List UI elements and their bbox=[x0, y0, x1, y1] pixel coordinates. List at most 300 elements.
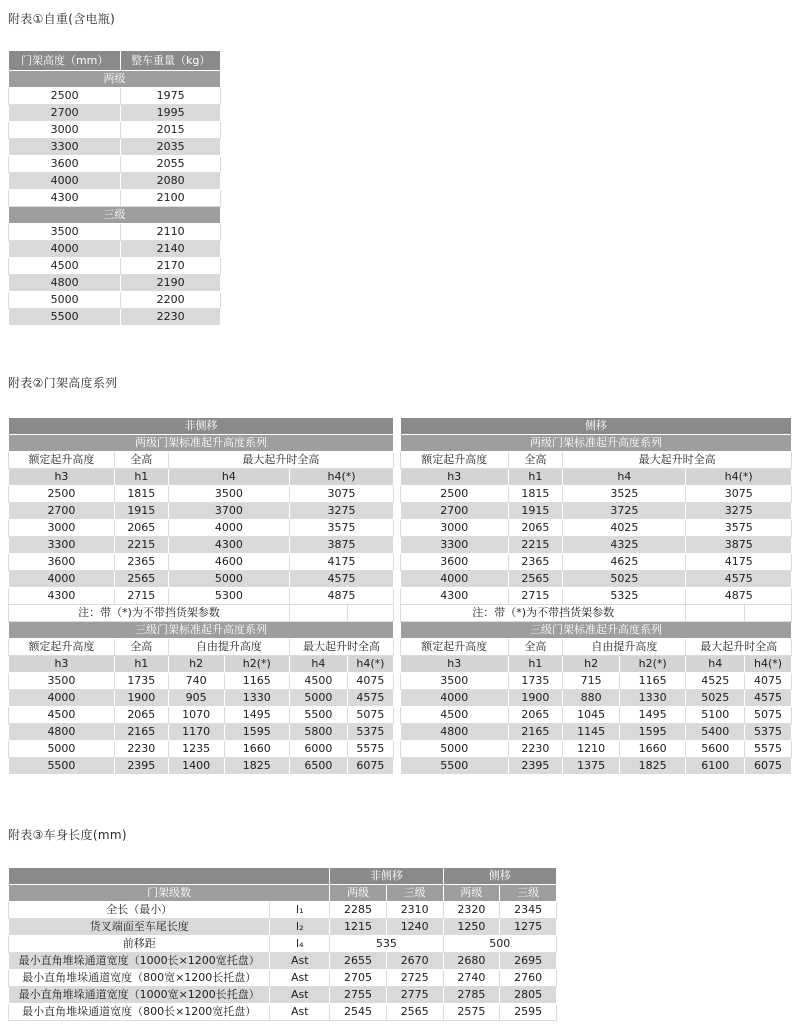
cell: 4800 bbox=[401, 724, 509, 741]
cell: 2785 bbox=[443, 987, 500, 1004]
stage-label: 三级 bbox=[386, 885, 443, 902]
group-label-sideshift: 侧移 bbox=[401, 418, 792, 435]
cell: 5500 bbox=[290, 707, 348, 724]
table-row bbox=[9, 571, 394, 588]
column-header-mast-height: 门架高度（mm） bbox=[9, 51, 121, 71]
note-text: 注：带（*)为不带挡货架参数 bbox=[401, 605, 686, 622]
table-header-row bbox=[9, 51, 221, 71]
group-label-non-sideshift: 非侧移 bbox=[9, 418, 394, 435]
cell: 1165 bbox=[619, 673, 685, 690]
cell: 2395 bbox=[508, 758, 563, 775]
cell: 4300 bbox=[9, 588, 115, 605]
cell: 4000 bbox=[168, 520, 289, 537]
table-row bbox=[401, 741, 792, 758]
cell: 500 bbox=[443, 936, 556, 953]
table-row bbox=[401, 588, 792, 605]
cell: 2565 bbox=[508, 571, 563, 588]
col-group-rated-lift: 额定起升高度 bbox=[9, 639, 115, 656]
col-group-overall-height: 全高 bbox=[114, 452, 168, 469]
stage-label: 三级 bbox=[500, 885, 557, 902]
table-row bbox=[9, 724, 394, 741]
note-text: 注：带（*)为不带挡货架参数 bbox=[9, 605, 290, 622]
cell: 1235 bbox=[168, 741, 224, 758]
table-row bbox=[9, 673, 394, 690]
col-group-rated-lift: 额定起升高度 bbox=[401, 639, 509, 656]
cell: 2345 bbox=[500, 902, 557, 919]
table-row bbox=[401, 673, 792, 690]
series-label-three-stage: 三级门架标准起升高度系列 bbox=[9, 622, 394, 639]
cell: 2395 bbox=[114, 758, 168, 775]
cell: 2700 bbox=[9, 105, 121, 122]
cell: 1660 bbox=[619, 741, 685, 758]
col-group-max-lift-overall: 最大起升时全高 bbox=[290, 639, 394, 656]
mast-stage-label: 门架级数 bbox=[9, 885, 330, 902]
col-h2-star: h2(*) bbox=[619, 656, 685, 673]
cell: 1495 bbox=[224, 707, 289, 724]
cell: 1815 bbox=[114, 486, 168, 503]
table-row bbox=[9, 953, 557, 970]
series-label-three-stage: 三级门架标准起升高度系列 bbox=[401, 622, 792, 639]
cell: 3875 bbox=[290, 537, 394, 554]
cell: l₂ bbox=[270, 919, 330, 936]
cell: 5400 bbox=[686, 724, 745, 741]
cell: 最小直角堆垛通道宽度（1000长×1200宽托盘） bbox=[9, 953, 270, 970]
column-group-row bbox=[401, 639, 792, 656]
col-group-free-lift: 自由提升高度 bbox=[563, 639, 686, 656]
cell: 2565 bbox=[114, 571, 168, 588]
table3-title: 附表③车身长度(mm) bbox=[8, 828, 127, 842]
table-row bbox=[401, 571, 792, 588]
cell: 2705 bbox=[330, 970, 387, 987]
cell: 2065 bbox=[114, 707, 168, 724]
series-label-two-stage: 两级门架标准起升高度系列 bbox=[401, 435, 792, 452]
cell: 2140 bbox=[121, 241, 221, 258]
cell: 4575 bbox=[745, 690, 792, 707]
self-weight-table bbox=[8, 50, 221, 326]
cell: 2740 bbox=[443, 970, 500, 987]
cell: 3575 bbox=[686, 520, 792, 537]
cell: Ast bbox=[270, 987, 330, 1004]
cell: 5375 bbox=[745, 724, 792, 741]
cell: 1495 bbox=[619, 707, 685, 724]
group-label-sideshift: 侧移 bbox=[443, 868, 556, 885]
col-h2-star: h2(*) bbox=[224, 656, 289, 673]
table-row bbox=[9, 173, 221, 190]
cell: 6100 bbox=[686, 758, 745, 775]
table-row bbox=[9, 156, 221, 173]
cell: 5075 bbox=[745, 707, 792, 724]
cell: 5000 bbox=[401, 741, 509, 758]
cell: 2170 bbox=[121, 258, 221, 275]
cell: 3300 bbox=[9, 139, 121, 156]
cell: 2545 bbox=[330, 1004, 387, 1021]
table-row bbox=[9, 88, 221, 105]
cell: 4575 bbox=[686, 571, 792, 588]
cell: 4000 bbox=[401, 571, 509, 588]
stage-header-row bbox=[9, 885, 557, 902]
series-header-row bbox=[401, 622, 792, 639]
cell: 2285 bbox=[330, 902, 387, 919]
cell: 2500 bbox=[9, 88, 121, 105]
two-stage-rows bbox=[9, 88, 221, 207]
table-row bbox=[9, 105, 221, 122]
cell: 1595 bbox=[619, 724, 685, 741]
cell: 2215 bbox=[114, 537, 168, 554]
cell: 2310 bbox=[386, 902, 443, 919]
table-row bbox=[9, 122, 221, 139]
table-row bbox=[9, 486, 394, 503]
col-group-max-lift-overall: 最大起升时全高 bbox=[686, 639, 792, 656]
table-row bbox=[9, 258, 221, 275]
col-h4: h4 bbox=[563, 469, 686, 486]
cell: 1995 bbox=[121, 105, 221, 122]
empty-header-cell bbox=[9, 868, 330, 885]
cell: 4575 bbox=[290, 571, 394, 588]
cell: 2100 bbox=[121, 190, 221, 207]
cell: 3075 bbox=[290, 486, 394, 503]
cell: 4025 bbox=[563, 520, 686, 537]
cell: 1660 bbox=[224, 741, 289, 758]
cell: 4000 bbox=[9, 241, 121, 258]
cell: 4500 bbox=[9, 258, 121, 275]
cell: 4500 bbox=[401, 707, 509, 724]
series-header-row bbox=[401, 435, 792, 452]
cell: 5025 bbox=[563, 571, 686, 588]
column-group-row bbox=[9, 452, 394, 469]
col-h1: h1 bbox=[508, 656, 563, 673]
cell: 4800 bbox=[9, 724, 115, 741]
cell: 2215 bbox=[508, 537, 563, 554]
cell: 2080 bbox=[121, 173, 221, 190]
cell: 4500 bbox=[9, 707, 115, 724]
table-row bbox=[9, 1004, 557, 1021]
col-h4-star: h4(*) bbox=[686, 469, 792, 486]
cell: 2230 bbox=[121, 309, 221, 326]
col-h4: h4 bbox=[168, 469, 289, 486]
cell: 1330 bbox=[224, 690, 289, 707]
cell: 3725 bbox=[563, 503, 686, 520]
cell: 905 bbox=[168, 690, 224, 707]
cell: 1330 bbox=[619, 690, 685, 707]
cell: 5500 bbox=[9, 309, 121, 326]
cell: 1375 bbox=[563, 758, 620, 775]
cell: 2760 bbox=[500, 970, 557, 987]
cell: 1735 bbox=[114, 673, 168, 690]
cell: 3275 bbox=[686, 503, 792, 520]
cell: 2700 bbox=[401, 503, 509, 520]
col-h4: h4 bbox=[686, 656, 745, 673]
table-row bbox=[9, 139, 221, 156]
cell: 1275 bbox=[500, 919, 557, 936]
table-row bbox=[9, 275, 221, 292]
three-stage-rows bbox=[9, 224, 221, 326]
cell: 4075 bbox=[347, 673, 393, 690]
col-h1: h1 bbox=[114, 469, 168, 486]
cell: 5575 bbox=[745, 741, 792, 758]
column-symbol-row bbox=[401, 656, 792, 673]
empty-cell bbox=[686, 605, 745, 622]
cell: 3500 bbox=[401, 673, 509, 690]
empty-cell bbox=[290, 605, 348, 622]
cell: 2055 bbox=[121, 156, 221, 173]
cell: 5075 bbox=[347, 707, 393, 724]
cell: 最小直角堆垛通道宽度（800宽×1200长托盘） bbox=[9, 970, 270, 987]
table-row bbox=[9, 309, 221, 326]
col-h2: h2 bbox=[563, 656, 620, 673]
cell: 2190 bbox=[121, 275, 221, 292]
cell: 2365 bbox=[508, 554, 563, 571]
cell: 2755 bbox=[330, 987, 387, 1004]
table-row bbox=[9, 190, 221, 207]
table2-title: 附表②门架高度系列 bbox=[8, 376, 118, 390]
cell: 5025 bbox=[686, 690, 745, 707]
cell: 3600 bbox=[9, 156, 121, 173]
table-row bbox=[9, 758, 394, 775]
table-row bbox=[401, 758, 792, 775]
table-row bbox=[401, 520, 792, 537]
cell: 2200 bbox=[121, 292, 221, 309]
col-h4-star: h4(*) bbox=[347, 656, 393, 673]
cell: 1975 bbox=[121, 88, 221, 105]
cell: 2655 bbox=[330, 953, 387, 970]
cell: 5100 bbox=[686, 707, 745, 724]
cell: 2670 bbox=[386, 953, 443, 970]
table-row bbox=[9, 987, 557, 1004]
table-row bbox=[9, 690, 394, 707]
cell: 2065 bbox=[508, 707, 563, 724]
cell: 4000 bbox=[9, 571, 115, 588]
table-row bbox=[9, 224, 221, 241]
cell: 3600 bbox=[9, 554, 115, 571]
cell: 1070 bbox=[168, 707, 224, 724]
empty-cell bbox=[745, 605, 792, 622]
group-header-row bbox=[9, 868, 557, 885]
mast-height-table-non-sideshift bbox=[8, 417, 394, 775]
cell: 1735 bbox=[508, 673, 563, 690]
note-row bbox=[9, 605, 394, 622]
cell: 4575 bbox=[347, 690, 393, 707]
cell: 1145 bbox=[563, 724, 620, 741]
table-row bbox=[401, 690, 792, 707]
cell: 1400 bbox=[168, 758, 224, 775]
col-group-rated-lift: 额定起升高度 bbox=[401, 452, 509, 469]
cell: 6500 bbox=[290, 758, 348, 775]
cell: 1045 bbox=[563, 707, 620, 724]
cell: 4000 bbox=[9, 173, 121, 190]
cell: 5500 bbox=[9, 758, 115, 775]
cell: 1170 bbox=[168, 724, 224, 741]
cell: 4525 bbox=[686, 673, 745, 690]
table-row bbox=[9, 503, 394, 520]
cell: 最小直角堆垛通道宽度（1000宽×1200长托盘） bbox=[9, 987, 270, 1004]
table-row bbox=[9, 902, 557, 919]
cell: 前移距 bbox=[9, 936, 270, 953]
cell: Ast bbox=[270, 1004, 330, 1021]
group-header-row bbox=[401, 418, 792, 435]
cell: 1900 bbox=[508, 690, 563, 707]
cell: 2715 bbox=[508, 588, 563, 605]
cell: 3525 bbox=[563, 486, 686, 503]
cell: 2230 bbox=[508, 741, 563, 758]
col-h4-star: h4(*) bbox=[745, 656, 792, 673]
cell: 1900 bbox=[114, 690, 168, 707]
cell: 5000 bbox=[9, 741, 115, 758]
cell: 5000 bbox=[9, 292, 121, 309]
col-h2: h2 bbox=[168, 656, 224, 673]
section-label: 两级 bbox=[9, 71, 221, 88]
col-group-max-lift-overall: 最大起升时全高 bbox=[563, 452, 792, 469]
cell: 3275 bbox=[290, 503, 394, 520]
table-row bbox=[9, 588, 394, 605]
table-row bbox=[9, 919, 557, 936]
cell: 5600 bbox=[686, 741, 745, 758]
cell: 4875 bbox=[290, 588, 394, 605]
table-row bbox=[9, 970, 557, 987]
cell: 2365 bbox=[114, 554, 168, 571]
cell: 3500 bbox=[9, 673, 115, 690]
cell: 1210 bbox=[563, 741, 620, 758]
cell: 2575 bbox=[443, 1004, 500, 1021]
cell: 5575 bbox=[347, 741, 393, 758]
table-row bbox=[9, 936, 557, 953]
cell: 2725 bbox=[386, 970, 443, 987]
table-row bbox=[9, 707, 394, 724]
two-stage-data bbox=[401, 486, 792, 605]
mast-height-table-sideshift bbox=[400, 417, 792, 775]
series-header-row bbox=[9, 622, 394, 639]
cell: 1815 bbox=[508, 486, 563, 503]
col-group-max-lift-overall: 最大起升时全高 bbox=[168, 452, 393, 469]
cell: 2595 bbox=[500, 1004, 557, 1021]
series-header-row bbox=[9, 435, 394, 452]
section-label: 三级 bbox=[9, 207, 221, 224]
cell: 最小直角堆垛通道宽度（800长×1200宽托盘） bbox=[9, 1004, 270, 1021]
cell: l₄ bbox=[270, 936, 330, 953]
cell: 4325 bbox=[563, 537, 686, 554]
cell: 4000 bbox=[401, 690, 509, 707]
stage-label: 两级 bbox=[443, 885, 500, 902]
cell: 3500 bbox=[9, 224, 121, 241]
cell: 1825 bbox=[619, 758, 685, 775]
stage-label: 两级 bbox=[330, 885, 387, 902]
col-group-rated-lift: 额定起升高度 bbox=[9, 452, 115, 469]
col-group-overall-height: 全高 bbox=[508, 639, 563, 656]
cell: 2320 bbox=[443, 902, 500, 919]
col-h3: h3 bbox=[9, 656, 115, 673]
cell: 6075 bbox=[745, 758, 792, 775]
col-group-overall-height: 全高 bbox=[114, 639, 168, 656]
col-h1: h1 bbox=[114, 656, 168, 673]
cell: 4175 bbox=[686, 554, 792, 571]
cell: 4800 bbox=[9, 275, 121, 292]
column-symbol-row bbox=[9, 656, 394, 673]
cell: 740 bbox=[168, 673, 224, 690]
table-row bbox=[401, 503, 792, 520]
cell: 5000 bbox=[168, 571, 289, 588]
table-row bbox=[401, 554, 792, 571]
cell: 3500 bbox=[168, 486, 289, 503]
cell: 2015 bbox=[121, 122, 221, 139]
cell: 535 bbox=[330, 936, 443, 953]
col-h3: h3 bbox=[9, 469, 115, 486]
cell: 2165 bbox=[114, 724, 168, 741]
cell: 2715 bbox=[114, 588, 168, 605]
two-stage-data bbox=[9, 486, 394, 605]
cell: 6075 bbox=[347, 758, 393, 775]
cell: 4000 bbox=[9, 690, 115, 707]
cell: 2695 bbox=[500, 953, 557, 970]
cell: 4175 bbox=[290, 554, 394, 571]
cell: 2065 bbox=[114, 520, 168, 537]
cell: 5800 bbox=[290, 724, 348, 741]
table-row bbox=[9, 741, 394, 758]
column-symbol-row bbox=[401, 469, 792, 486]
table-row bbox=[401, 707, 792, 724]
cell: 2565 bbox=[386, 1004, 443, 1021]
column-group-row bbox=[9, 639, 394, 656]
body-length-table bbox=[8, 867, 557, 1021]
cell: 5375 bbox=[347, 724, 393, 741]
cell: 880 bbox=[563, 690, 620, 707]
reach-row bbox=[9, 936, 557, 953]
cell: Ast bbox=[270, 953, 330, 970]
cell: 1240 bbox=[386, 919, 443, 936]
cell: 4075 bbox=[745, 673, 792, 690]
column-group-row bbox=[401, 452, 792, 469]
table-row bbox=[9, 241, 221, 258]
col-group-overall-height: 全高 bbox=[508, 452, 563, 469]
table-row bbox=[9, 554, 394, 571]
cell: 3075 bbox=[686, 486, 792, 503]
cell: 4600 bbox=[168, 554, 289, 571]
cell: 4500 bbox=[290, 673, 348, 690]
cell: 4875 bbox=[686, 588, 792, 605]
table-row bbox=[9, 292, 221, 309]
section-header-three-stage bbox=[9, 207, 221, 224]
cell: 2035 bbox=[121, 139, 221, 156]
table-row bbox=[401, 724, 792, 741]
cell: 2165 bbox=[508, 724, 563, 741]
cell: 全长（最小） bbox=[9, 902, 270, 919]
table-row bbox=[9, 537, 394, 554]
cell: 3875 bbox=[686, 537, 792, 554]
cell: l₁ bbox=[270, 902, 330, 919]
cell: Ast bbox=[270, 970, 330, 987]
cell: 货叉端面至车尾长度 bbox=[9, 919, 270, 936]
cell: 1215 bbox=[330, 919, 387, 936]
cell: 2065 bbox=[508, 520, 563, 537]
cell: 1915 bbox=[508, 503, 563, 520]
cell: 5325 bbox=[563, 588, 686, 605]
cell: 4300 bbox=[168, 537, 289, 554]
col-h1: h1 bbox=[508, 469, 563, 486]
length-rows bbox=[9, 902, 557, 936]
cell: 1825 bbox=[224, 758, 289, 775]
cell: 3000 bbox=[9, 520, 115, 537]
cell: 1165 bbox=[224, 673, 289, 690]
col-h3: h3 bbox=[401, 656, 509, 673]
cell: 3300 bbox=[9, 537, 115, 554]
cell: 3300 bbox=[401, 537, 509, 554]
section-header-two-stage bbox=[9, 71, 221, 88]
cell: 715 bbox=[563, 673, 620, 690]
col-group-free-lift: 自由提升高度 bbox=[168, 639, 289, 656]
cell: 4300 bbox=[9, 190, 121, 207]
series-label-two-stage: 两级门架标准起升高度系列 bbox=[9, 435, 394, 452]
note-row bbox=[401, 605, 792, 622]
cell: 2680 bbox=[443, 953, 500, 970]
cell: 5300 bbox=[168, 588, 289, 605]
